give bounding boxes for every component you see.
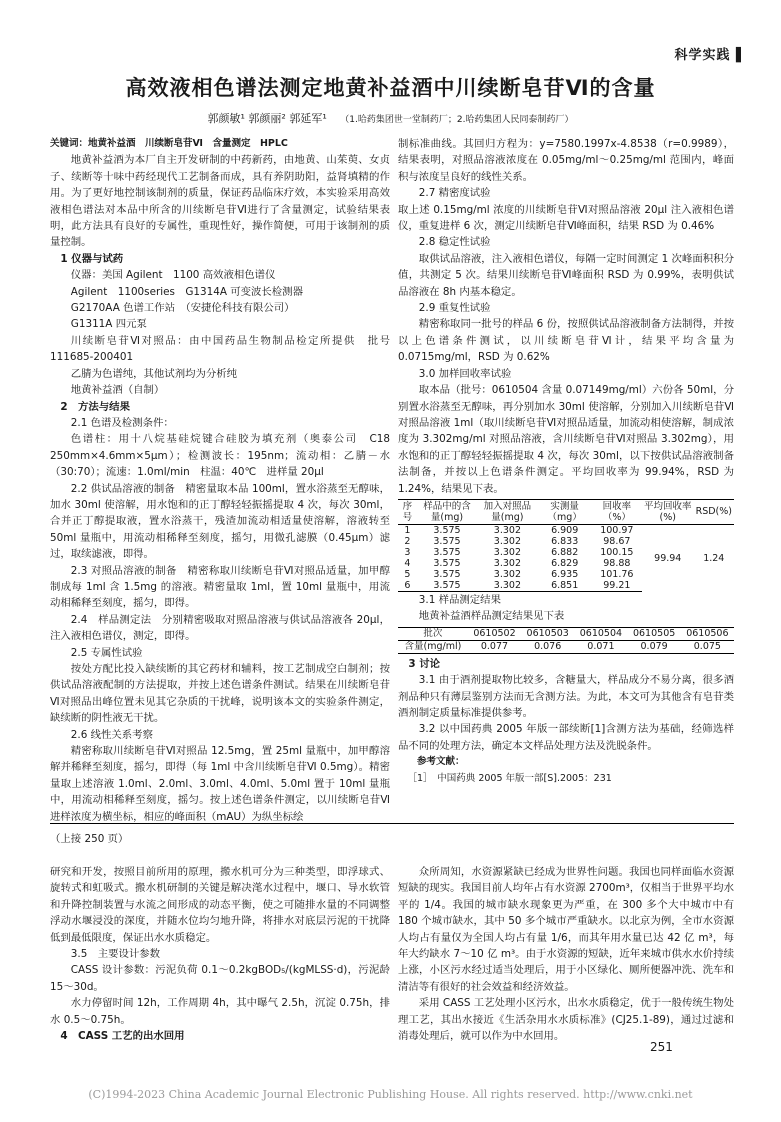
table-cell: 4 — [404, 557, 411, 569]
table-cell: 101.76 — [600, 568, 634, 580]
table-cell: 6.935 — [551, 568, 579, 580]
table-cell: 3.575 — [433, 546, 461, 558]
table-cell: 98.67 — [603, 535, 631, 547]
retention-time: 水力停留时间 12h，工作周期 4h，其中曝气 2.5h，沉淀 0.75h，排水 0.5～0.75h。 — [50, 997, 390, 1026]
table-cell: 3.302 — [493, 535, 521, 547]
heading-2-5: 2.5 专属性试验 — [70, 646, 143, 659]
table-cell: 3.575 — [433, 535, 461, 547]
table-cell: 3 — [404, 546, 411, 558]
table-cell: 6.851 — [538, 580, 592, 592]
heading-4: 4 CASS 工艺的出水回用 — [60, 1030, 185, 1043]
table-cell: 6.833 — [551, 535, 579, 547]
table-cell: 3.575 — [433, 557, 461, 569]
table-cell: 3.575 — [417, 580, 477, 592]
paragraph-2-2: 2.2 供试品溶液的制备 精密量取本品 100ml，置水浴蒸至无醇味，加水 30ml 使溶解，用水饱和的正丁醇轻轻振摇提取 4 次，每次 30ml，合并正丁醇提取液，置水浴蒸干，残渣加流动相适量使溶解，溶液转至 50ml 量瓶中，用流动相稀释至刻度，摇匀，用微孔滤膜（0.45μm）滤过，取续滤液，即得。 — [50, 482, 390, 561]
references-heading: 参考文献： — [417, 756, 465, 768]
content-value: 0.075 — [681, 640, 734, 653]
section-divider — [50, 823, 734, 824]
batch-number: 0610505 — [628, 627, 681, 640]
table-cell: 6.882 — [551, 546, 579, 558]
content-value: 0.076 — [521, 640, 574, 653]
table-cell: 6.829 — [551, 557, 579, 569]
row-label: 含量(mg/ml) — [398, 640, 468, 653]
continuation-left-column — [50, 864, 390, 1044]
water-resources-paragraph: 众所周知，水资源紧缺已经成为世界性问题。我国也同样面临水资源短缺的现实。我国目前人均年占有水资源 2700m³，仅相当于世界平均水平的 1/4。我国的城市缺水现象更为严重，在 300 多个大中城市中有 180 个城市缺水，其中 50 多个城市严重缺水。以北京为例，全市水资源人均占有量仅为全国人均占有量 1/6，而其年用水量已达 42 亿 m³，每年大约缺水 7～10 亿 m³。由于水资源的短缺，近年来城市供水水价持续上涨，小区污水经过适当处理后，用于小区绿化、厕所便器冲洗、洗车和清洁等有很好的社会效益和经济效益。 — [398, 866, 734, 993]
table-cell: 5 — [404, 568, 411, 580]
copyright-footer: (C)1994-2023 China Academic Journal Electronic Publishing House. All rights reserved. http://www.cnki.net — [88, 1088, 693, 1101]
affiliations: （1.哈药集团世一堂制药厂；2.哈药集团人民同泰制药厂） — [340, 115, 574, 125]
table-cell: 3.302 — [493, 546, 521, 558]
table-cell: 3.575 — [433, 568, 461, 580]
recovery-table-header — [398, 499, 734, 524]
heading-2-6: 2.6 线性关系考察 — [70, 728, 153, 741]
table-cell: 3.302 — [493, 557, 521, 569]
paragraph-curve: 制标准曲线。其回归方程为：y=7580.1997x-4.8538（r=0.9989），结果表明，对照品溶液浓度在 0.05mg/ml～0.25mg/ml 范围内，峰面积与浓度呈良好的线性关系。 — [398, 138, 734, 183]
batch-table — [398, 627, 734, 654]
sample-note: 地黄补益酒（自制） — [70, 384, 165, 397]
instrument-line: Agilent 1100series G1314A 可变波长检测器 — [70, 285, 303, 298]
reference-item: ［1］ 中国药典 2005 年版一部[S].2005：231 — [407, 772, 612, 784]
heading-2-7: 2.7 精密度试验 — [418, 187, 491, 200]
content-value: 0.077 — [468, 640, 521, 653]
intro-paragraph: 地黄补益酒为本厂自主开发研制的中药新药，由地黄、山茱萸、女贞子、续断等十味中药经现代工艺制备而成，具有养阴助阳，益肾填精的作用。为了更好地控制该制剂的质量，保证药品临床疗效，本实验采用高效液相色谱法对本品中所含的川续断皂苷Ⅵ进行了含量测定，试验结果表明，此方法具有良好的专属性，重现性好，操作简便，可用于该制剂的质量控制。 — [50, 154, 390, 249]
col-header: 实测量（mg） — [538, 499, 592, 524]
table-cell: 98.88 — [603, 557, 631, 569]
right-column — [398, 136, 734, 787]
discussion-2: 3.2 以中国药典 2005 年版一部续断[1]含测方法为基础，经筛选样品不同的处理方法，确定本文样品处理方法及洗脱条件。 — [398, 723, 734, 752]
heading-instruments: 1 仪器与试药 — [60, 252, 124, 265]
heading-2-8: 2.8 稳定性试验 — [418, 236, 491, 249]
paragraph-2-5: 按处方配比投入缺续断的其它药材和辅料，按工艺制成空白制剂；按供试品溶液配制的方法提取，并按上述色谱条件测试。结果在川续断皂苷Ⅵ对照品出峰位置未见其它杂质的干扰峰，说明该本文的实验条件测定，缺续断的阴性液无干扰。 — [50, 663, 390, 725]
table-cell: 99.21 — [592, 580, 642, 592]
batch-number: 0610502 — [468, 627, 521, 640]
col-header: 平均回收率(%) — [642, 499, 694, 524]
cass-reuse-paragraph: 采用 CASS 工艺处理小区污水，出水水质稳定，优于一般传统生物处理工艺，其出水接近《生活杂用水水质标准》(CJ25.1-89)，通过过滤和消毒处理后，就可以作为中水回用。 — [398, 997, 734, 1043]
instrument-line: G1311A 四元泵 — [70, 318, 147, 331]
left-column — [50, 136, 390, 825]
paragraph-2-7: 取上述 0.15mg/ml 浓度的川续断皂苷Ⅵ对照品溶液 20μl 注入液相色谱仪，重复进样 6 次，测定川续断皂苷Ⅵ峰面积，结果 RSD 为 0.46% — [398, 203, 734, 233]
batch-number: 0610506 — [681, 627, 734, 640]
paragraph-2-9: 精密称取同一批号的样品 6 份，按照供试品溶液制备方法制得，并按以上色谱条件测试，以川续断皂苷Ⅵ计，结果平均含量为 0.0715mg/ml，RSD 为 0.62% — [398, 318, 734, 364]
keywords: 关键词：地黄补益酒 川续断皂苷Ⅵ 含量测定 HPLC — [50, 138, 288, 149]
heading-3-1: 3.1 样品测定结果 — [418, 593, 501, 606]
heading-2-9: 2.9 重复性试验 — [418, 302, 491, 315]
paragraph-3-0: 取本品（批号：0610504 含量 0.07149mg/ml）六份各 50ml，分别置水浴蒸至无醇味，再分别加水 30ml 使溶解，分别加入川续断皂苷Ⅵ对照品溶液 1ml（取川续断皂苷Ⅵ对照品适量，加流动相使溶解，制成浓度为 3.302mg/ml 对照品溶液，含川续断皂苷Ⅵ对照品 3.302mg），用水饱和的正丁醇轻轻振摇提取 4 次，每次 30ml，以下按供试品溶液制备法制备，并按以上色谱条件测定。平均回收率为 99.94%，RSD 为 1.24%，结果见下表。 — [398, 384, 734, 495]
continuation-paragraph: 研究和开发，按照目前所用的原理，搬水机可分为三种类型，即浮球式、旋转式和虹吸式。搬水机研制的关键是解决滗水过程中，堰口、导水软管和升降控制装置与水流之间形成的动态平衡，使之可随排水量的不同调整浮动水堰浸没的深度，并随水位均匀地升降，将排水对底层污泥的干扰降低到最低限度，保证出水水质稳定。 — [50, 866, 390, 944]
recovery-table — [398, 499, 734, 592]
content-value: 0.071 — [574, 640, 627, 653]
batch-number: 0610503 — [521, 627, 574, 640]
chromatography-conditions: 色谱柱：用十八烷基硅烷键合硅胶为填充剂（奥泰公司 C18 250mm×4.6mm×5μm）；检测波长：195nm；流动相：乙腈－水（30:70）；流速：1.0ml/min 柱温：40℃ 进样量 20μl — [50, 433, 390, 479]
row-label: 批次 — [398, 627, 468, 640]
paragraph-2-8: 取供试品溶液，注入液相色谱仪，每隔一定时间测定 1 次峰面积积分值，共测定 5 次。结果川续断皂苷Ⅵ峰面积 RSD 为 0.99%，表明供试品溶液在 8h 内基本稳定。 — [398, 252, 734, 298]
author-names: 郭颜敏¹ 郭颜丽² 郭延军¹ — [207, 112, 327, 125]
heading-discussion: 3 讨论 — [408, 657, 441, 670]
continuation-marker: （上接 250 页） — [50, 833, 129, 845]
continuation-right-column — [398, 864, 734, 1044]
table-cell: 6.909 — [551, 524, 579, 536]
instrument-line: G2170AA 色谱工作站 （安捷伦科技有限公司） — [70, 302, 295, 315]
paragraph-3-1: 地黄补益酒样品测定结果见下表 — [418, 610, 565, 623]
reference-standard: 川续断皂苷Ⅵ对照品：由中国药品生物制品检定所提供 批号 111685-200401 — [50, 334, 390, 364]
section-tag: 科学实践 ▌ — [674, 48, 747, 63]
col-header: 样品中的含量(mg) — [417, 499, 477, 524]
discussion-1: 3.1 由于酒剂提取物比较多，含糖量大，样品成分不易分离，很多酒剂品种只有薄层鉴别方法而无含测方法。为此，本文可为其他含有皂苷类酒剂制定质量标准提供参考。 — [398, 674, 734, 719]
batch-number: 0610504 — [574, 627, 627, 640]
table-row — [398, 524, 734, 536]
design-parameters: CASS 设计参数：污泥负荷 0.1～0.2kgBOD₅/(kgMLSS·d)，污泥龄 15～30d。 — [50, 964, 390, 993]
heading-3-5: 3.5 主要设计参数 — [70, 948, 161, 961]
instrument-line: 仪器：美国 Agilent 1100 高效液相色谱仪 — [70, 269, 276, 282]
table-cell: 3.302 — [493, 524, 521, 536]
col-header: RSD(%) — [694, 499, 734, 524]
col-header: 回收率（%） — [592, 499, 642, 524]
heading-methods: 2 方法与结果 — [60, 400, 130, 413]
col-header: 加入对照品量(mg) — [477, 499, 537, 524]
heading-3-0: 3.0 加样回收率试验 — [418, 367, 512, 380]
content-value: 0.079 — [628, 640, 681, 653]
rsd-value: 1.24 — [703, 552, 725, 564]
col-header: 序号 — [398, 499, 417, 524]
table-cell: 1 — [404, 524, 411, 536]
average-recovery: 99.94 — [654, 552, 682, 564]
heading-2-1: 2.1 色谱及检测条件： — [70, 416, 174, 429]
paragraph-2-6: 精密称取川续断皂苷Ⅵ对照品 12.5mg，置 25ml 量瓶中，加甲醇溶解并稀释至刻度，摇匀，即得（每 1ml 中含川续断皂苷Ⅵ 0.5mg）。精密量取上述溶液 1.0ml、2.0ml、3.0ml、4.0ml、5.0ml 置于 10ml 量瓶中，用流动相稀释至刻度，摇匀。按上述色谱条件测定，以川续断皂苷Ⅵ进样浓度为横坐标，相应的峰面积（mAU）为纵坐标绘 — [50, 745, 390, 823]
table-cell: 100.97 — [600, 524, 634, 536]
table-cell: 100.15 — [600, 546, 634, 558]
table-cell: 3.575 — [433, 524, 461, 536]
paragraph-2-3: 2.3 对照品溶液的制备 精密称取川续断皂苷Ⅵ对照品适量，加甲醇制成每 1ml 含 1.5mg 的溶液。精密量取 1ml，置 10ml 量瓶中，用流动相稀释至刻度，摇匀，即得。 — [50, 564, 390, 610]
table-cell: 3.302 — [493, 568, 521, 580]
reagent-note: 乙腈为色谱纯，其他试剂均为分析纯 — [70, 367, 238, 380]
table-cell: 6 — [398, 580, 417, 592]
table-cell: 3.302 — [477, 580, 537, 592]
page-number: 251 — [650, 1040, 673, 1054]
paragraph-2-4: 2.4 样品测定法 分别精密吸取对照品溶液与供试品溶液各 20μl，注入液相色谱仪，测定，即得。 — [50, 613, 390, 643]
article-title: 高效液相色谱法测定地黄补益酒中川续断皂苷Ⅵ的含量 — [125, 76, 656, 100]
content-row — [398, 640, 734, 653]
table-cell: 2 — [404, 535, 411, 547]
batch-row — [398, 627, 734, 640]
authors — [0, 110, 781, 126]
